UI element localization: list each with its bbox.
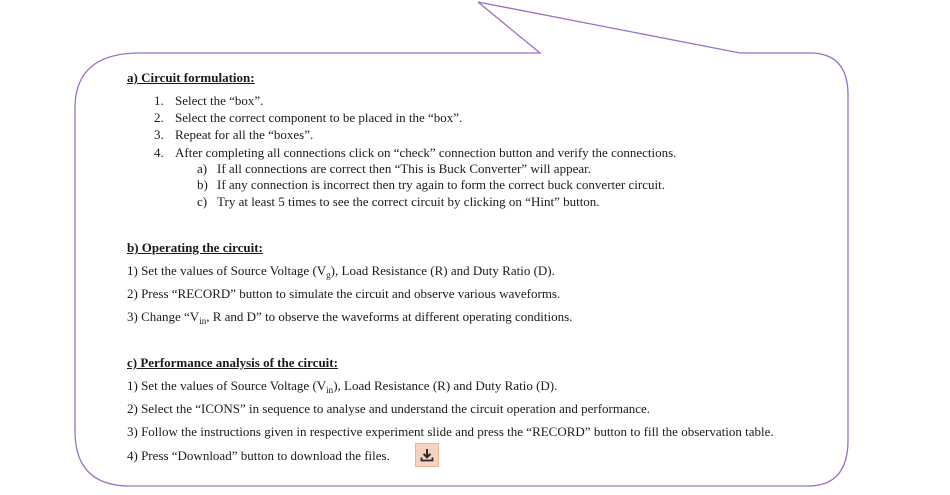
section-c-line-2: 2) Select the “ICONS” in sequence to analyse and understand the circuit operation and performance.	[127, 401, 651, 416]
step-4-number: 4.	[154, 145, 164, 160]
step-1-number: 1.	[154, 93, 164, 108]
section-c-line-1: 1) Set the values of Source Voltage $(V_{in})$, Load Resistance (R) and Duty Ratio (D).	[127, 378, 558, 395]
section-c-line-3: 3) Follow the instructions given in respective experiment slide and press the “RECORD” button to fill the observation table.	[127, 424, 774, 439]
section-b-line-3: 3) Change “$V_{in}$, R and D” to observe the waveforms at different operating conditions.	[127, 309, 573, 326]
download-button[interactable]	[415, 443, 439, 467]
download-icon	[419, 447, 435, 463]
section-a-heading: a) Circuit formulation:	[127, 70, 255, 85]
substep-b-text: If any connection is incorrect then try again to form the correct buck converter circuit.	[217, 177, 665, 192]
substep-a-number: a)	[197, 161, 208, 176]
step-1-text: Select the “box”.	[175, 93, 264, 108]
section-c-line-4: 4) Press “Download” button to download the files.	[127, 448, 390, 463]
section-b-heading: b) Operating the circuit:	[127, 240, 263, 255]
substep-c-number: c)	[197, 194, 208, 209]
substep-b-number: b)	[197, 177, 208, 192]
step-3-number: 3.	[154, 127, 164, 142]
section-b-line-1: 1) Set the values of Source Voltage $(V_g)$, Load Resistance (R) and Duty Ratio (D).	[127, 263, 555, 280]
section-b-line-2: 2) Press “RECORD” button to simulate the circuit and observe various waveforms.	[127, 286, 561, 301]
substep-c-text: Try at least 5 times to see the correct circuit by clicking on “Hint” button.	[217, 194, 600, 209]
section-c-heading: c) Performance analysis of the circuit:	[127, 355, 338, 370]
step-2-number: 2.	[154, 110, 164, 125]
step-2-text: Select the correct component to be placed in the “box”.	[175, 110, 463, 125]
step-3-text: Repeat for all the “boxes”.	[175, 127, 314, 142]
step-4-text: After completing all connections click on “check” connection button and verify the connections.	[175, 145, 677, 160]
substep-a-text: If all connections are correct then “This is Buck Converter” will appear.	[217, 161, 591, 176]
